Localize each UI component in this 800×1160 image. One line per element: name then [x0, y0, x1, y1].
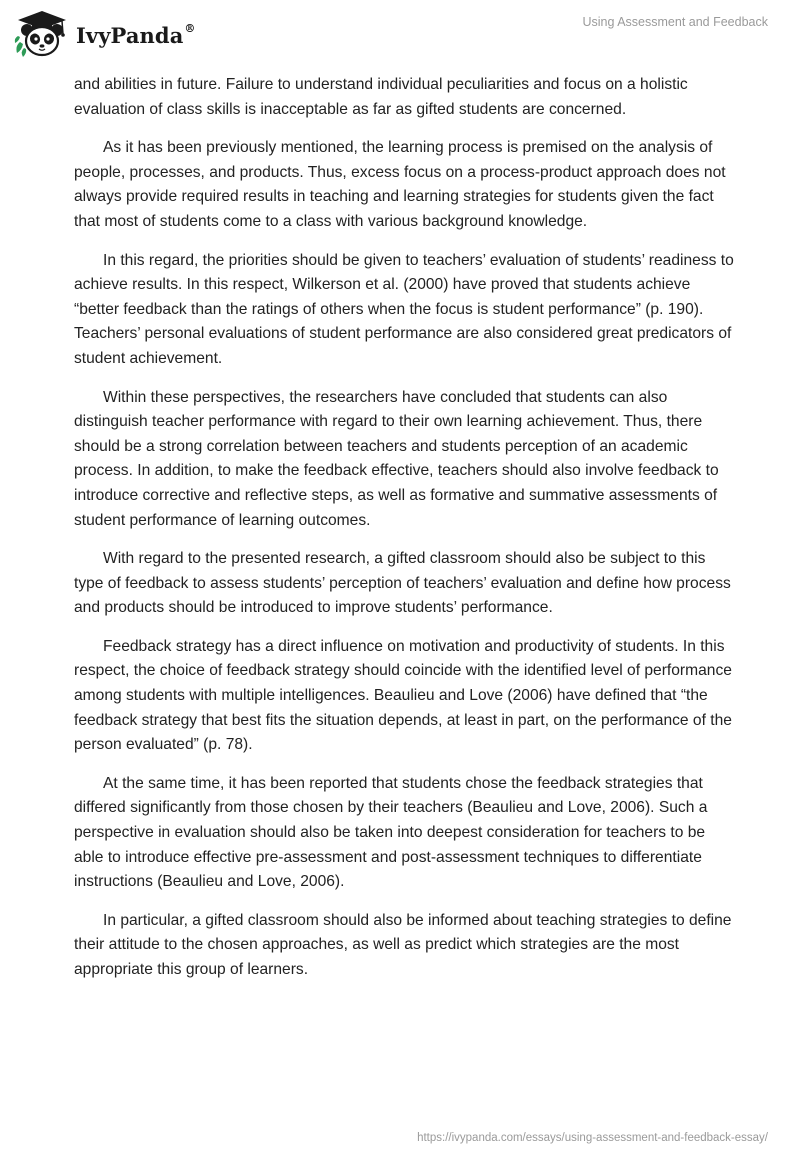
essay-body [74, 73, 734, 997]
registered-mark: ® [184, 21, 196, 35]
page-header [0, 0, 800, 70]
panda-graduate-icon [14, 8, 70, 58]
paragraph-7: At the same time, it has been reported that students chose the feedback strategies that differed significantly from those chosen by their teachers (Beaulieu and Love, 2006). Such a perspective in evaluation should also be taken into deepest consideration for teachers to be able to introduce effective pre-assessment and post-assessment techniques to differentiate instructions (Beaulieu and Love, 2006). [74, 774, 708, 891]
paragraph-5: With regard to the presented research, a gifted classroom should also be subject to this type of feedback to assess students’ perception of teachers’ evaluation and define how process and products should be introduced to improve students’ performance. [74, 550, 731, 617]
ivypanda-logo[interactable] [14, 8, 196, 58]
paragraph-1: and abilities in future. Failure to understand individual peculiarities and focus on a holistic evaluation of class skills is inacceptable as far as gifted students are concerned. [74, 76, 688, 118]
paragraph-2: As it has been previously mentioned, the learning process is premised on the analysis of people, processes, and products. Thus, excess focus on a process-product approach does not always provide required results in teaching and learning strategies for students given the fact that most of students come to a class with various background knowledge. [74, 139, 726, 230]
paragraph-8: In particular, a gifted classroom should also be informed about teaching strategies to define their attitude to the chosen approaches, as well as predict which strategies are the most appropriate this group of learners. [74, 911, 732, 978]
paragraph-6: Feedback strategy has a direct influence on motivation and productivity of students. In this respect, the choice of feedback strategy should coincide with the identified level of performance among students with multiple intelligences. Beaulieu and Love (2006) have defined that “the feedback strategy that best fits the situation depends, at least in part, on the performance of the person evaluated” (p. 78). [74, 637, 732, 754]
paragraph-3: In this regard, the priorities should be given to teachers’ evaluation of students’ readiness to achieve results. In this respect, Wilkerson et al. (2000) have proved that students achieve “better feedback than the ratings of others when the focus is student performance” (p. 190). Teachers’ personal evaluations of student performance are also considered great predicators of student achievement. [74, 251, 734, 367]
document-title: Using Assessment and Feedback [582, 15, 768, 29]
paragraph-4: Within these perspectives, the researchers have concluded that students can also distinguish teacher performance with regard to their own learning achievement. Thus, there should be a strong correlation between teachers and students perception of an academic process. In addition, to make the feedback effective, teachers should also involve feedback to introduce corrective and reflective steps, as well as formative and summative assessments of student performance of learning outcomes. [74, 388, 719, 529]
logo-text: IvyPanda® [76, 21, 196, 48]
source-url-link[interactable]: https://ivypanda.com/essays/using-assessment-and-feedback-essay/ [417, 1132, 768, 1144]
